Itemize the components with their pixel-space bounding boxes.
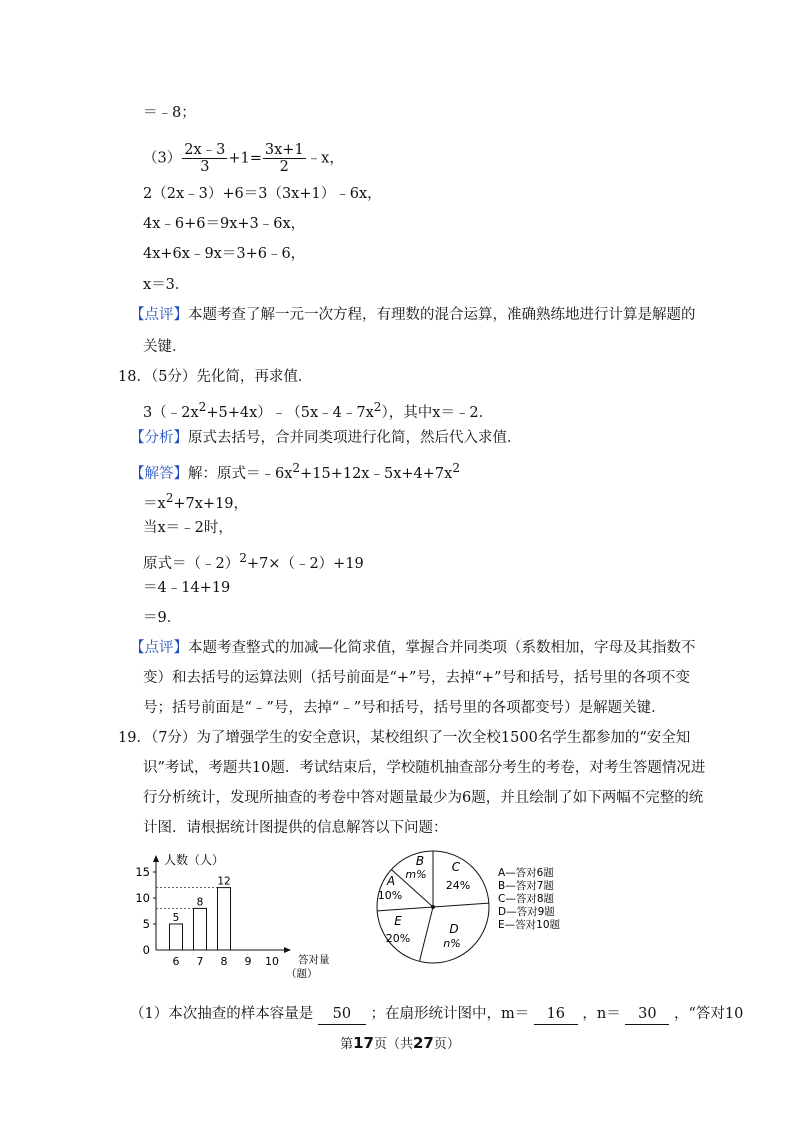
bars [170,876,231,950]
text-line: 识”考试，考题共10题．考试结束后，学校随机抽查部分考生的考卷，对考生答题情况进 [143,760,706,776]
y-tick-label: 15 [135,865,150,879]
text-line: 关键． [143,339,187,355]
bar [170,924,183,950]
equation-label: （3） [143,150,182,167]
text-line: 行分析统计，发现所抽查的考卷中答对题量最少为6题，并且绘制了如下两幅不完整的统 [143,790,704,806]
x-tick-label: 9 [244,955,252,968]
question-heading: 19．（7分）为了增强学生的安全意识，某校组织了一次全校1500名学生都参加的“安全知 [118,730,691,746]
comment-tag: 【点评】 [130,640,188,656]
pie-slice-percent: 24% [445,879,471,892]
x-axis-label: 答对量 [298,954,330,966]
pie-slice-percent: 10% [377,889,403,902]
text-line: ＝4﹣14+19 [143,580,231,596]
x-tick-label: 7 [196,955,204,968]
gridlines [156,888,218,909]
expression-line: $3(﹣2x^2+5+4x)﹣(5x﹣4﹣7x^2)$，其中x＝﹣2． [143,400,494,421]
bar-value-label: 8 [196,896,204,909]
y-axis-label: 人数（人） [164,853,225,867]
pie-slice-letter: A [386,874,396,888]
page-footer: 第17页（共27页） [340,1034,460,1052]
comment-line: 【点评】本题考查整式的加减—化简求值，掌握合并同类项（系数相加，字母及其指数不 [130,640,696,656]
text-line: 变）和去括号的运算法则（括号前面是“+”号，去掉“+”号和括号，括号里的各项不变 [143,670,690,686]
pie-slice-percent: m% [405,868,427,881]
x-axis-arrow [284,947,291,953]
legend-entry: C—答对8题 [498,893,555,905]
pie-slice-letter: C [451,860,461,874]
y-tick-label: 10 [135,891,150,905]
equation-line: （3） $\frac{2x﹣3}{3}$ +1= $\frac{3x+1}{2}$ ﹣x， [143,142,344,175]
bar-chart [130,850,340,980]
answer-blank: 16 [534,1004,578,1025]
pie-slice-letter: D [449,922,459,936]
x-tick-label: 6 [172,955,180,968]
text-line: ＝9． [143,610,182,626]
fraction: $\frac{3x+1}{2}$ [264,142,304,175]
answer-line: 【解答】解：原式$=﹣6x^2+15+12x﹣5x+4+7x^2$ [130,461,460,482]
legend-entry: E—答对10题 [498,919,560,931]
pie-slice-percent: 20% [385,932,411,945]
y-tick-label: 5 [142,917,150,931]
bar [194,908,207,950]
bar-value-label: 5 [172,912,180,924]
pie-slices [377,851,489,963]
bar-value-label: 12 [217,875,231,888]
analysis-tag: 【分析】 [130,430,188,446]
page-total: 27 [413,1034,434,1052]
y-tick-label: 0 [142,943,150,957]
text-line: 计图．请根据统计图提供的信息解答以下问题： [143,820,448,836]
text-line: ＝﹣8； [143,105,196,121]
pie-slice-letter: B [415,854,425,868]
pie-legend [498,866,560,931]
comment-line: 【点评】本题考查了解一元一次方程，有理数的混合运算，准确熟练地进行计算是解题的 [130,307,696,323]
text-line: 原式＝（﹣2）$^2$+7×（﹣2）+19 [143,551,364,572]
bar [218,888,231,950]
text-line: 2（2x﹣3）+6＝3（3x+1）﹣6x， [143,186,382,202]
x-tick-label: 10 [265,955,279,968]
text-line: $=x^2+7x+19$， [143,491,249,512]
legend-entry: D—答对9题 [498,906,555,918]
x-tick-labels [173,955,280,968]
pie-slice-percent: n% [443,937,461,950]
text-line: x＝3． [143,277,190,293]
x-axis-label-unit: （题） [286,968,318,980]
fraction: $\frac{2x﹣3}{3}$ [184,142,226,175]
answer-tag: 【解答】 [130,465,188,482]
text-line: 4x+6x﹣9x＝3+6﹣6， [143,246,306,262]
legend-entry: B—答对7题 [498,880,554,892]
legend-entry: A—答对6题 [498,867,554,879]
pie-chart [370,843,580,978]
analysis-line: 【分析】原式去括号，合并同类项进行化简，然后代入求值． [130,430,522,446]
text-line: 当x＝﹣2时， [143,520,233,536]
y-tick-labels [135,865,156,957]
pie-slice-letter: E [394,914,402,928]
text-line: 号；括号前面是“﹣”号，去掉“﹣”号和括号，括号里的各项都变号）是解题关键． [143,700,666,716]
y-axis-arrow [153,855,159,862]
sub-question-line: （1）本次抽查的样本容量是 50 ；在扇形统计图中，m＝ 16 ，n＝ 30 ，“答对10 [130,1004,743,1025]
pie-center [431,905,435,909]
answer-blank: 30 [625,1004,669,1025]
question-heading: 18．（5分）先化简，再求值． [118,369,313,385]
page-number: 17 [353,1034,374,1052]
answer-blank: 50 [318,1004,366,1025]
comment-tag: 【点评】 [130,307,188,323]
x-tick-label: 8 [220,955,228,968]
text-line: 4x﹣6+6＝9x+3﹣6x， [143,216,306,232]
